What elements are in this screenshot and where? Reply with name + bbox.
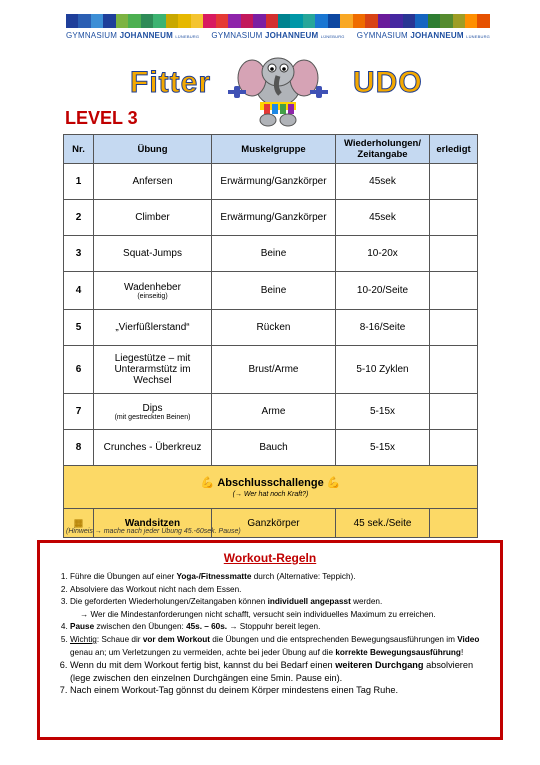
row-number: 5 — [64, 310, 94, 346]
exercise-name: Liegestütze – mit Unterarmstütz im Wechsel — [114, 353, 191, 386]
exercise-note: (mit gestreckten Beinen) — [114, 413, 191, 421]
color-stripe-segment — [477, 14, 489, 28]
exercise-name: Dips — [142, 402, 163, 414]
row-muscle: Erwärmung/Ganzkörper — [212, 200, 336, 236]
challenge-subtitle: (→ Wer hat noch Kraft?) — [232, 491, 309, 498]
color-stripe-segment — [390, 14, 402, 28]
rule-item: 2. Absolviere das Workout nicht nach dem Essen. — [70, 584, 490, 597]
color-stripe-segment — [428, 14, 440, 28]
rule-item: 5. Wichtig: Schaue dir vor dem Workout die Übungen und die entsprechenden Bewegungsausführungen im Video genau an; um Verletzungen zu vermeiden, achte bei jeder Übung auf die korrekte Bewegungsausführung! — [70, 634, 490, 659]
challenge-title: Abschlusschallenge — [217, 477, 324, 489]
color-stripe-segment — [278, 14, 290, 28]
exercise-name: Climber — [135, 212, 170, 223]
row-reps: 45sek — [336, 164, 430, 200]
color-stripe-segment — [365, 14, 377, 28]
row-exercise — [94, 430, 212, 466]
color-stripe-segment — [440, 14, 452, 28]
row-muscle: Beine — [212, 236, 336, 272]
table-row — [64, 310, 478, 346]
row-number: 8 — [64, 430, 94, 466]
header-nr: Nr. — [64, 135, 94, 164]
title-fitter: Fitter — [130, 66, 211, 99]
color-stripe-segment — [66, 14, 78, 28]
challenge-reps: 45 sek./Seite — [336, 509, 430, 538]
table-row — [64, 394, 478, 430]
row-exercise — [94, 236, 212, 272]
row-reps: 5-15x — [336, 394, 430, 430]
row-done-checkbox[interactable] — [430, 346, 478, 394]
table-row — [64, 236, 478, 272]
color-stripe-segment — [216, 14, 228, 28]
level-heading: LEVEL 3 — [65, 108, 138, 128]
row-done-checkbox[interactable] — [430, 272, 478, 310]
color-stripe-segment — [141, 14, 153, 28]
flexed-arm-icon: 💪 — [326, 477, 341, 489]
rules-list — [40, 571, 500, 697]
row-number: 1 — [64, 164, 94, 200]
row-exercise — [94, 164, 212, 200]
challenge-done-checkbox[interactable] — [430, 509, 478, 538]
rule-item: 1. Führe die Übungen auf einer Yoga-/Fitnessmatte durch (Alternative: Teppich). — [70, 571, 490, 584]
rule-item: 6. Wenn du mit dem Workout fertig bist, kannst du bei Bedarf einen weiteren Durchgang absolvieren (lege zwischen den einzelnen Durchgängen eine 5min. Pause ein). — [70, 659, 490, 684]
color-stripe-segment — [178, 14, 190, 28]
row-exercise — [94, 272, 212, 310]
color-stripe-segment — [191, 14, 203, 28]
row-exercise — [94, 310, 212, 346]
title-udo: UDO — [353, 66, 423, 99]
challenge-row — [64, 466, 478, 509]
row-muscle: Erwärmung/Ganzkörper — [212, 164, 336, 200]
rule-item: 7. Nach einem Workout-Tag gönnst du deinem Körper mindestens einen Tag Ruhe. — [70, 684, 490, 697]
rules-title: Workout-Regeln — [223, 551, 317, 565]
row-number: 4 — [64, 272, 94, 310]
table-row — [64, 164, 478, 200]
table-header-row — [64, 135, 478, 164]
color-stripe-segment — [303, 14, 315, 28]
exercise-name: Wadenheber — [124, 281, 181, 293]
color-stripe-segment — [128, 14, 140, 28]
rule-item: 4. Pause zwischen den Übungen: 45s. – 60s. → Stoppuhr bereit legen. — [70, 621, 490, 634]
exercise-name: Squat-Jumps — [123, 248, 182, 259]
row-reps: 45sek — [336, 200, 430, 236]
color-stripe-segment — [203, 14, 215, 28]
pause-hint: (Hinweis → mache nach jeder Übung 45.-60sek. Pause) — [66, 528, 241, 535]
color-stripe-segment — [228, 14, 240, 28]
row-reps: 5-10 Zyklen — [336, 346, 430, 394]
color-stripe-bar — [66, 14, 490, 28]
color-stripe-segment — [353, 14, 365, 28]
row-done-checkbox[interactable] — [430, 164, 478, 200]
row-number: 2 — [64, 200, 94, 236]
header-muscle: Muskelgruppe — [212, 135, 336, 164]
color-stripe-segment — [465, 14, 477, 28]
table-row — [64, 200, 478, 236]
flexed-arm-icon: 💪 — [200, 477, 215, 489]
elephant-mascot-icon — [224, 48, 332, 128]
row-done-checkbox[interactable] — [430, 200, 478, 236]
color-stripe-segment — [91, 14, 103, 28]
color-stripe-segment — [241, 14, 253, 28]
school-name-banner — [66, 31, 490, 40]
challenge-exercise: Wandsitzen — [94, 509, 212, 538]
exercise-note: (einseitig) — [137, 292, 168, 300]
row-reps: 8-16/Seite — [336, 310, 430, 346]
row-exercise — [94, 394, 212, 430]
table-row — [64, 346, 478, 394]
color-stripe-segment — [166, 14, 178, 28]
row-done-checkbox[interactable] — [430, 430, 478, 466]
color-stripe-segment — [378, 14, 390, 28]
row-done-checkbox[interactable] — [430, 236, 478, 272]
row-done-checkbox[interactable] — [430, 310, 478, 346]
exercise-name: „Vierfüßlerstand“ — [115, 322, 190, 333]
color-stripe-segment — [78, 14, 90, 28]
school-name-1: GYMNASIUM JOHANNEUM LÜNEBURG — [66, 31, 200, 40]
row-done-checkbox[interactable] — [430, 394, 478, 430]
row-number: 7 — [64, 394, 94, 430]
color-stripe-segment — [403, 14, 415, 28]
header-done: erledigt — [430, 135, 478, 164]
color-stripe-segment — [116, 14, 128, 28]
row-exercise — [94, 200, 212, 236]
challenge-muscle: Ganzkörper — [212, 509, 336, 538]
row-muscle: Beine — [212, 272, 336, 310]
color-stripe-segment — [328, 14, 340, 28]
challenge-cell — [64, 466, 478, 509]
table-row — [64, 272, 478, 310]
row-number: 3 — [64, 236, 94, 272]
row-reps: 10-20/Seite — [336, 272, 430, 310]
color-stripe-segment — [340, 14, 352, 28]
exercise-name: Anfersen — [132, 176, 173, 187]
header-reps: Wiederholungen/ Zeitangabe — [336, 135, 430, 164]
castle-icon: ▦ — [64, 509, 94, 538]
school-name-2: GYMNASIUM JOHANNEUM LÜNEBURG — [211, 31, 345, 40]
exercise-name: Crunches - Überkreuz — [103, 442, 202, 453]
color-stripe-segment — [290, 14, 302, 28]
color-stripe-segment — [315, 14, 327, 28]
row-exercise — [94, 346, 212, 394]
row-muscle: Brust/Arme — [212, 346, 336, 394]
workout-rules-box — [37, 540, 503, 740]
row-muscle: Rücken — [212, 310, 336, 346]
school-name-3: GYMNASIUM JOHANNEUM LÜNEBURG — [356, 31, 490, 40]
color-stripe-segment — [453, 14, 465, 28]
row-muscle: Bauch — [212, 430, 336, 466]
color-stripe-segment — [266, 14, 278, 28]
table-row — [64, 430, 478, 466]
header-exercise: Übung — [94, 135, 212, 164]
rule-item: 3. Die geforderten Wiederholungen/Zeitangaben können individuell angepasst werden. → Wer die Mindestanforderungen nicht schafft, versucht sein individuelles Maximum zu erreichen. — [70, 596, 490, 621]
row-muscle: Arme — [212, 394, 336, 430]
color-stripe-segment — [253, 14, 265, 28]
color-stripe-segment — [103, 14, 115, 28]
exercise-table — [63, 134, 478, 538]
color-stripe-segment — [415, 14, 427, 28]
color-stripe-segment — [153, 14, 165, 28]
row-reps: 10-20x — [336, 236, 430, 272]
row-reps: 5-15x — [336, 430, 430, 466]
row-number: 6 — [64, 346, 94, 394]
